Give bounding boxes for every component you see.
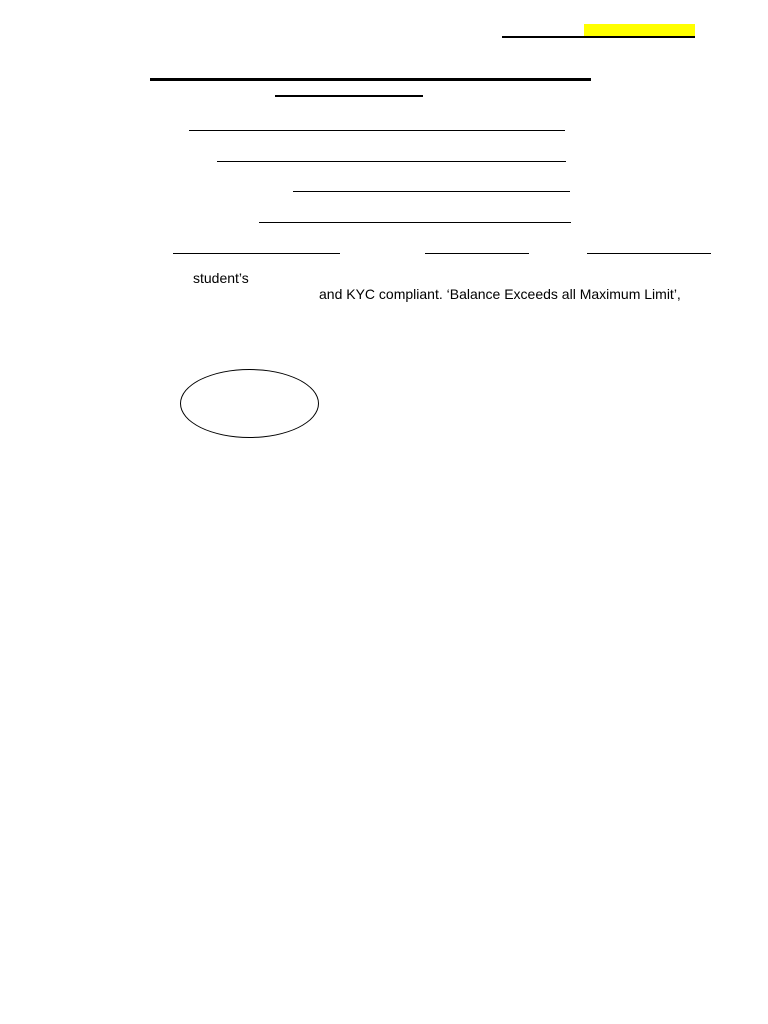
form-blank-5a	[173, 253, 340, 254]
subtitle-rule	[275, 95, 423, 97]
students-label: student’s	[193, 270, 249, 286]
form-blank-4	[259, 222, 571, 223]
seal-oval	[180, 369, 319, 438]
reference-number-blank	[502, 36, 695, 38]
title-rule	[150, 78, 591, 81]
form-blank-5b	[425, 253, 529, 254]
form-blank-1	[189, 130, 565, 131]
highlighted-field	[584, 24, 695, 36]
kyc-compliance-text: and KYC compliant. ‘Balance Exceeds all Maximum Limit’,	[319, 286, 681, 302]
form-blank-2	[217, 161, 566, 162]
form-blank-5c	[587, 253, 711, 254]
form-blank-3	[293, 191, 570, 192]
